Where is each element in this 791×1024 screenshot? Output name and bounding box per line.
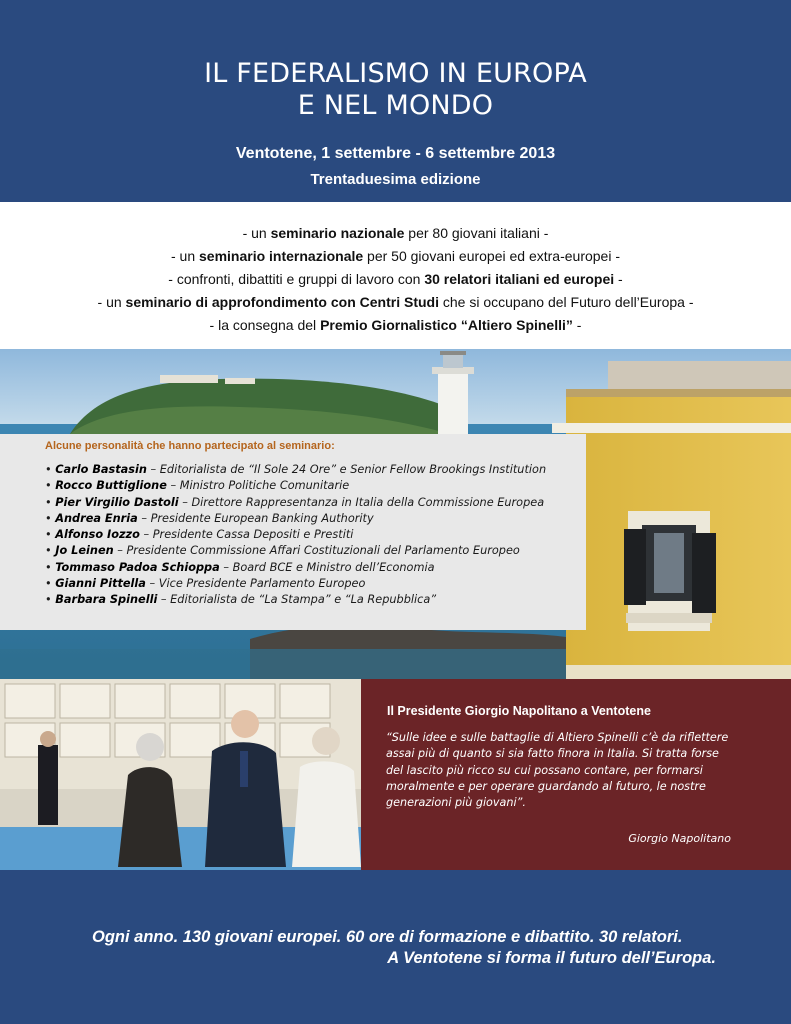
- person-role: – Vice Presidente Parlamento Europeo: [145, 577, 366, 591]
- person-name: Pier Virgilio Dastoli: [55, 495, 179, 509]
- page-title: [0, 58, 791, 122]
- list-item: [45, 478, 546, 494]
- footer-tagline-2: A Ventotene si forma il futuro dell’Europa.: [387, 949, 716, 967]
- edition-label: Trentaduesima edizione: [310, 171, 481, 188]
- list-item: [45, 543, 546, 559]
- bullet: •: [45, 560, 52, 574]
- personalities-list: [45, 462, 546, 609]
- footer-banner: [0, 870, 791, 1024]
- list-item: [45, 462, 546, 478]
- quote-panel-title: Il Presidente Giorgio Napolitano a Ventotene: [387, 704, 651, 718]
- bullet: •: [45, 511, 52, 525]
- program-item: - un seminario internazionale per 50 giovani europei ed extra-europei -: [170, 248, 620, 264]
- list-item: [45, 495, 546, 511]
- bullet: •: [45, 577, 52, 591]
- person-role: – Ministro Politiche Comunitarie: [166, 479, 350, 493]
- person-role: – Presidente European Banking Authority: [137, 511, 374, 525]
- bullet: •: [45, 593, 52, 607]
- person-name: Gianni Pittella: [55, 577, 146, 591]
- quote-signature: Giorgio Napolitano: [628, 832, 731, 845]
- list-item: [45, 527, 546, 543]
- person-role: – Presidente Cassa Depositi e Prestiti: [139, 528, 354, 542]
- person-role: – Editorialista de “Il Sole 24 Ore” e Senior Fellow Brookings Institution: [146, 463, 547, 476]
- person-name: Jo Leinen: [55, 544, 114, 558]
- event-dates: Ventotene, 1 settembre - 6 settembre 2013: [235, 145, 556, 162]
- bullet: •: [45, 528, 52, 542]
- personalities-title: Alcune personalità che hanno partecipato al seminario:: [45, 440, 335, 452]
- person-name: Alfonso Iozzo: [55, 528, 140, 542]
- person-role: – Direttore Rappresentanza in Italia della Commissione Europea: [178, 495, 545, 509]
- napolitano-quote-panel: [361, 679, 791, 870]
- person-role: – Board BCE e Ministro dell’Economia: [219, 560, 435, 574]
- program-item: - un seminario nazionale per 80 giovani italiani -: [242, 225, 549, 241]
- napolitano-visit-photo: [0, 679, 361, 870]
- list-item: [45, 511, 546, 527]
- person-name: Rocco Buttiglione: [55, 479, 167, 493]
- person-role: – Presidente Commissione Affari Costituzionali del Parlamento Europeo: [113, 544, 520, 558]
- person-name: Tommaso Padoa Schioppa: [55, 560, 220, 574]
- list-item: [45, 576, 546, 592]
- program-list: [0, 222, 791, 337]
- person-name: Carlo Bastasin: [55, 463, 147, 476]
- list-item: [45, 592, 546, 608]
- bullet: •: [45, 463, 52, 476]
- person-name: Barbara Spinelli: [55, 593, 158, 607]
- footer-tagline-1: Ogni anno. 130 giovani europei. 60 ore di formazione e dibattito. 30 relatori.: [92, 928, 683, 946]
- program-item: - confronti, dibattiti e gruppi di lavoro con 30 relatori italiani ed europei -: [168, 271, 623, 287]
- bullet: •: [45, 495, 52, 509]
- bullet: •: [45, 479, 52, 493]
- list-item: [45, 560, 546, 576]
- person-role: – Editorialista de “La Stampa” e “La Repubblica”: [157, 593, 437, 607]
- bullet: •: [45, 544, 52, 558]
- header-banner: [0, 0, 791, 202]
- visit-illustration: [0, 679, 361, 870]
- title-line-2: E NEL MONDO: [297, 90, 494, 121]
- program-item: - un seminario di approfondimento con Centri Studi che si occupano del Futuro dell’Europa -: [97, 294, 694, 310]
- napolitano-quote: “Sulle idee e sulle battaglie di Altiero Spinelli c’è da riflettere assai più di quanto si sia fatto finora in Italia. Si tratta forse del lascito più ricco su cui possano contare, per formarsi moralmente e per operare guardando al futuro, le nostre generazioni più giovani”.: [386, 731, 729, 810]
- program-item: - la consegna del Premio Giornalistico “Altiero Spinelli” -: [209, 317, 582, 333]
- person-name: Andrea Enria: [55, 511, 138, 525]
- title-line-1: IL FEDERALISMO IN EUROPA: [204, 58, 587, 89]
